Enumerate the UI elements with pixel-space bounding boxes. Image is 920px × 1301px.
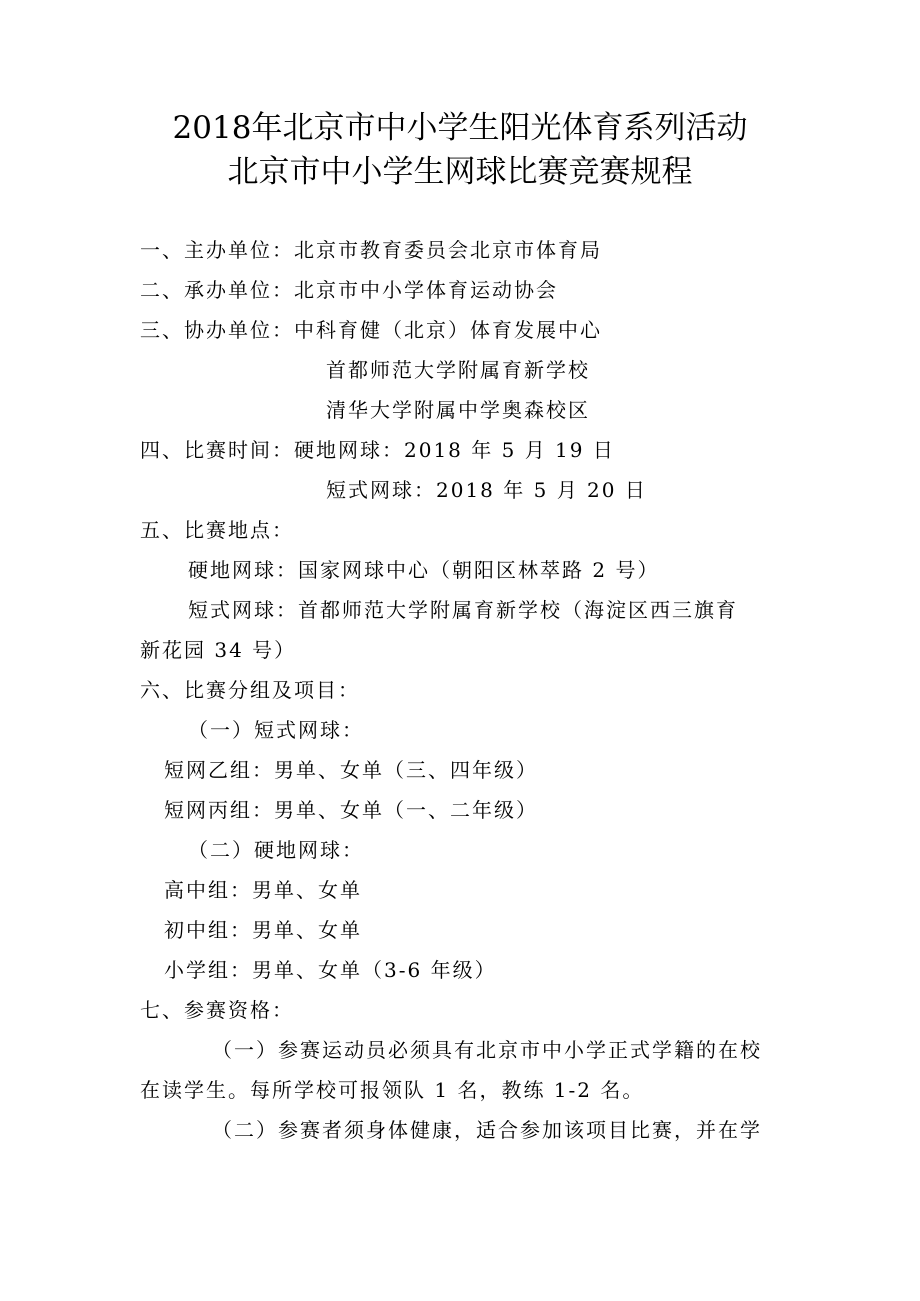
section-co-organizer: 三、协办单位：中科育健（北京）体育发展中心 xyxy=(140,318,602,342)
primary-school-group: 小学组：男单、女单（3-6 年级） xyxy=(164,958,497,982)
section-time: 四、比赛时间：硬地网球：2018 年 5 月 19 日 xyxy=(140,438,615,462)
eligibility-paragraph-1-continued: 在读学生。每所学校可报领队 1 名，教练 1-2 名。 xyxy=(140,1078,645,1102)
section-host: 一、主办单位：北京市教育委员会北京市体育局 xyxy=(140,238,602,262)
section-organizer: 二、承办单位：北京市中小学体育运动协会 xyxy=(140,278,558,302)
document-title-line-2: 北京市中小学生网球比赛竞赛规程 xyxy=(227,154,693,190)
high-school-group: 高中组：男单、女单 xyxy=(164,878,362,902)
document-title-line-1: 2018年北京市中小学生阳光体育系列活动 xyxy=(172,110,748,146)
co-organizer-item: 清华大学附属中学奥森校区 xyxy=(326,398,590,422)
short-tennis-group-b: 短网乙组：男单、女单（三、四年级） xyxy=(164,758,538,782)
section-eligibility-heading: 七、参赛资格： xyxy=(140,998,294,1022)
venue-short-tennis-continued: 新花园 34 号） xyxy=(140,638,297,662)
short-tennis-heading: （一）短式网球： xyxy=(188,718,364,742)
venue-short-tennis: 短式网球：首都师范大学附属育新学校（海淀区西三旗育 xyxy=(188,598,738,622)
venue-hard-court: 硬地网球：国家网球中心（朝阳区林萃路 2 号） xyxy=(188,558,660,582)
section-venue-heading: 五、比赛地点： xyxy=(140,518,294,542)
time-item: 短式网球：2018 年 5 月 20 日 xyxy=(326,478,647,502)
eligibility-paragraph-1: （一）参赛运动员必须具有北京市中小学正式学籍的在校 xyxy=(212,1038,762,1062)
co-organizer-item: 首都师范大学附属育新学校 xyxy=(326,358,590,382)
section-groups-heading: 六、比赛分组及项目： xyxy=(140,678,360,702)
junior-school-group: 初中组：男单、女单 xyxy=(164,918,362,942)
short-tennis-group-c: 短网丙组：男单、女单（一、二年级） xyxy=(164,798,538,822)
eligibility-paragraph-2: （二）参赛者须身体健康，适合参加该项目比赛，并在学 xyxy=(212,1118,762,1142)
hard-tennis-heading: （二）硬地网球： xyxy=(188,838,364,862)
